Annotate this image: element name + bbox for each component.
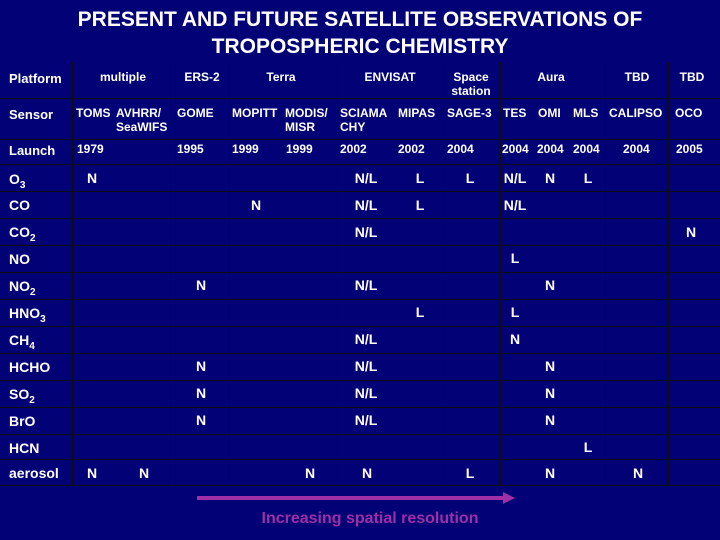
- obs-cell: L: [415, 170, 425, 186]
- title-line-2: TROPOSPHERIC CHEMISTRY: [211, 35, 509, 58]
- launch-year: 1995: [177, 142, 204, 156]
- species-label-no: NO: [9, 251, 30, 267]
- row-divider: [0, 139, 720, 140]
- obs-cell: L: [465, 170, 475, 186]
- launch-year: 2002: [398, 142, 425, 156]
- page-title: [0, 6, 720, 60]
- row-label-launch: Launch: [9, 143, 56, 158]
- column-divider: [337, 62, 338, 485]
- obs-cell: N: [544, 358, 556, 374]
- launch-year: 2004: [537, 142, 564, 156]
- launch-year: 2004: [623, 142, 650, 156]
- platform-tbd-2: TBD: [679, 70, 705, 84]
- species-label-no2: $NO_2$: [9, 278, 36, 298]
- launch-year: 2004: [447, 142, 474, 156]
- obs-cell: L: [415, 304, 425, 320]
- row-divider: [0, 164, 720, 165]
- sensor-gome: GOME: [177, 106, 214, 120]
- row-divider: [0, 407, 720, 408]
- platform-ers2: ERS-2: [184, 70, 220, 84]
- platform-tbd-1: TBD: [624, 70, 650, 84]
- species-label-o3: $O_3$: [9, 171, 26, 191]
- resolution-arrow-head: [503, 492, 515, 504]
- obs-cell: N/L: [354, 412, 378, 428]
- sensor-avhrr-seawifs: AVHRR/ SeaWIFS: [116, 106, 168, 134]
- obs-cell: N: [250, 197, 262, 213]
- obs-cell: N: [195, 277, 207, 293]
- obs-cell: L: [510, 250, 520, 266]
- obs-cell: N/L: [503, 170, 527, 186]
- sensor-oco: OCO: [675, 106, 703, 120]
- row-divider: [0, 218, 720, 219]
- obs-cell: N: [544, 412, 556, 428]
- sensor-sage3: SAGE-3: [447, 106, 492, 120]
- species-label-co2: $CO_2$: [9, 224, 36, 244]
- column-divider: [229, 62, 230, 485]
- species-label-hno3: $HNO_3$: [9, 305, 46, 325]
- launch-year: 2004: [502, 142, 529, 156]
- row-label-sensor: Sensor: [9, 107, 54, 122]
- obs-cell: N: [544, 385, 556, 401]
- sensor-sciamachy: SCIAMA CHY: [340, 106, 387, 134]
- platform-space-station: Space station: [451, 70, 491, 98]
- platform-multiple: multiple: [99, 70, 146, 84]
- sensor-mipas: MIPAS: [398, 106, 436, 120]
- obs-cell: N: [86, 465, 98, 481]
- obs-cell: N/L: [354, 277, 378, 293]
- obs-cell: N/L: [354, 170, 378, 186]
- obs-cell: N: [632, 465, 644, 481]
- obs-cell: N/L: [354, 358, 378, 374]
- obs-cell: N/L: [354, 331, 378, 347]
- species-label-co: CO: [9, 197, 30, 213]
- row-divider: [0, 434, 720, 435]
- species-label-so2: $SO_2$: [9, 386, 35, 406]
- row-divider: [0, 191, 720, 192]
- obs-cell: L: [465, 465, 475, 481]
- column-divider: [443, 62, 444, 485]
- obs-cell: N: [304, 465, 316, 481]
- obs-cell: N: [509, 331, 521, 347]
- obs-cell: L: [583, 439, 593, 455]
- column-divider: [668, 62, 669, 485]
- sensor-mopitt: MOPITT: [232, 106, 278, 120]
- row-divider: [0, 299, 720, 300]
- resolution-caption: Increasing spatial resolution: [261, 510, 479, 527]
- row-divider: [0, 326, 720, 327]
- obs-cell: N/L: [354, 385, 378, 401]
- obs-cell: N: [544, 170, 556, 186]
- row-divider: [0, 380, 720, 381]
- row-label-platform: Platform: [9, 71, 62, 86]
- row-divider: [0, 485, 720, 486]
- row-divider: [0, 459, 720, 460]
- column-divider: [605, 62, 606, 485]
- obs-cell: N: [195, 358, 207, 374]
- column-divider: [175, 62, 176, 485]
- row-divider: [0, 272, 720, 273]
- platform-terra: Terra: [266, 70, 296, 84]
- obs-cell: N: [138, 465, 150, 481]
- sensor-tes: TES: [503, 106, 527, 120]
- column-divider: [72, 62, 73, 485]
- launch-year: 2005: [676, 142, 703, 156]
- row-divider: [0, 98, 720, 99]
- obs-cell: N: [361, 465, 373, 481]
- species-label-hcn: HCN: [9, 440, 40, 456]
- platform-aura: Aura: [537, 70, 565, 84]
- launch-year: 2002: [340, 142, 367, 156]
- species-label-bro: BrO: [9, 413, 36, 429]
- obs-cell: N: [195, 412, 207, 428]
- obs-cell: N: [544, 465, 556, 481]
- launch-year: 1999: [232, 142, 259, 156]
- obs-cell: N/L: [354, 197, 378, 213]
- sensor-toms: TOMS: [76, 106, 111, 120]
- column-divider: [500, 62, 501, 485]
- obs-cell: L: [415, 197, 425, 213]
- platform-envisat: ENVISAT: [364, 70, 416, 84]
- row-divider: [0, 245, 720, 246]
- launch-year: 2004: [573, 142, 600, 156]
- launch-year: 1979: [77, 142, 104, 156]
- sensor-calipso: CALIPSO: [609, 106, 663, 120]
- obs-cell: N/L: [354, 224, 378, 240]
- obs-cell: N: [86, 170, 98, 186]
- sensor-mls: MLS: [573, 106, 599, 120]
- obs-cell: N/L: [503, 197, 527, 213]
- obs-cell: N: [685, 224, 697, 240]
- species-label-aerosol: aerosol: [9, 465, 59, 481]
- obs-cell: N: [195, 385, 207, 401]
- resolution-arrow: [197, 496, 505, 500]
- title-line-1: PRESENT AND FUTURE SATELLITE OBSERVATIONS OF: [77, 8, 643, 31]
- obs-cell: L: [510, 304, 520, 320]
- species-label-ch4: $CH_4$: [9, 332, 35, 352]
- row-divider: [0, 353, 720, 354]
- obs-cell: L: [583, 170, 593, 186]
- launch-year: 1999: [286, 142, 313, 156]
- sensor-modis-misr: MODIS/ MISR: [285, 106, 328, 134]
- sensor-omi: OMI: [538, 106, 561, 120]
- obs-cell: N: [544, 277, 556, 293]
- species-label-hcho: HCHO: [9, 359, 51, 375]
